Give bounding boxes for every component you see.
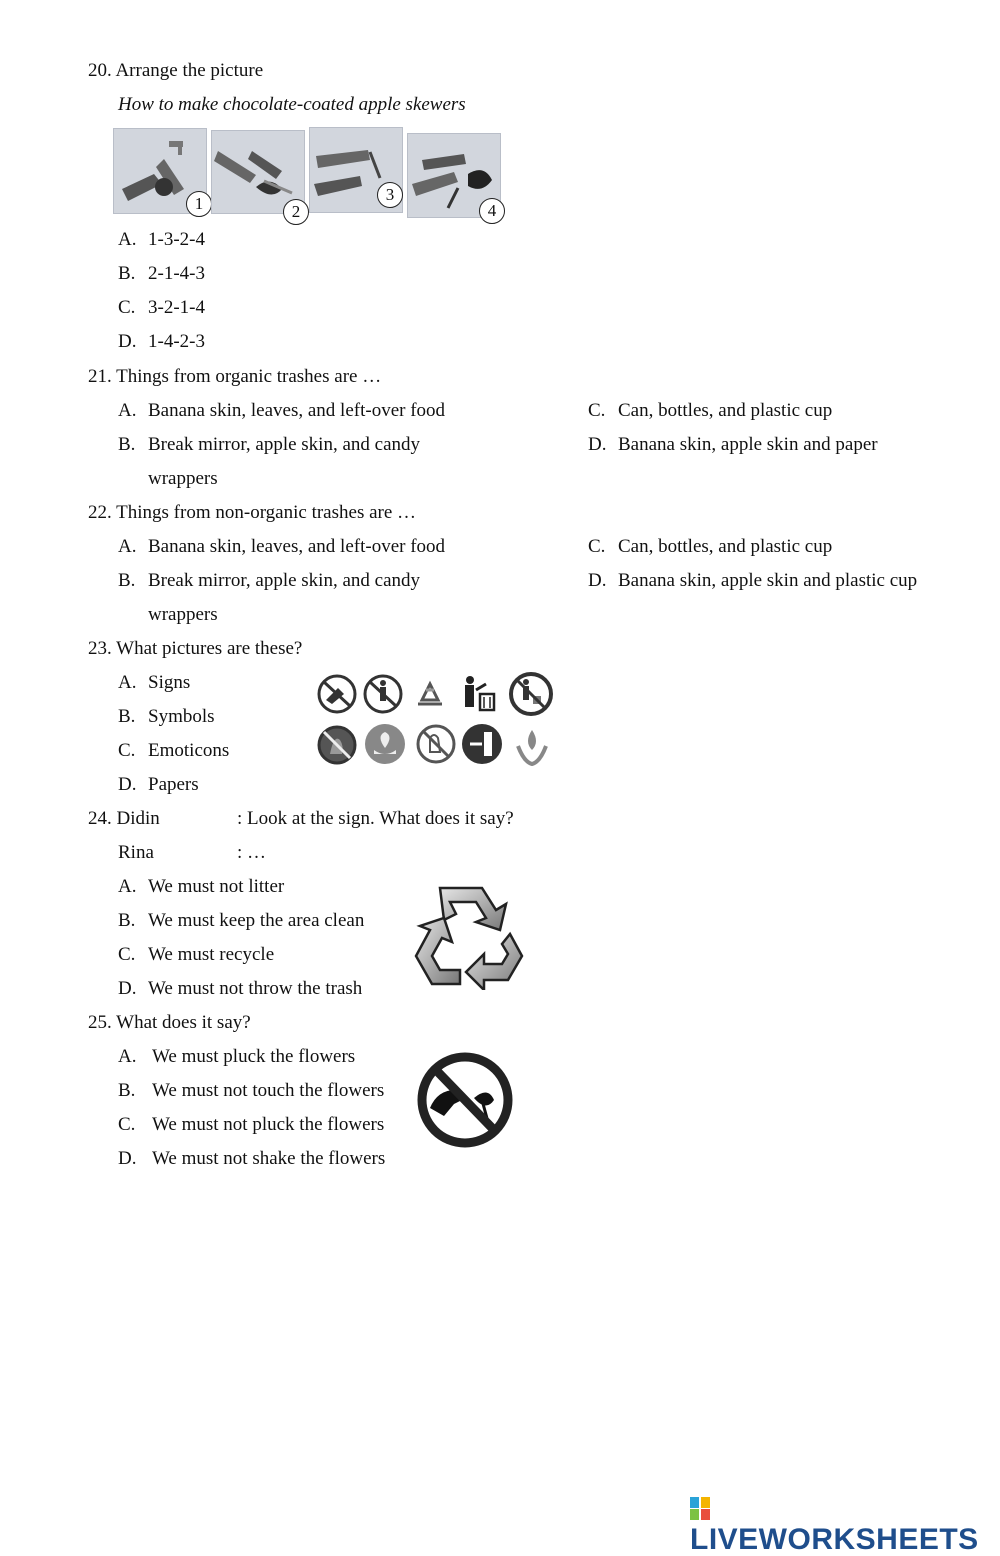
option-letter: C.	[588, 400, 606, 421]
q24-prompt: 24. Didin	[88, 808, 160, 829]
option-text: 1-4-2-3	[148, 331, 205, 352]
option-text: Banana skin, apple skin and plastic cup	[618, 570, 918, 591]
option-text: Break mirror, apple skin, and candy	[148, 434, 421, 455]
option-text: We must not litter	[148, 876, 285, 897]
q23-prompt: 23. What pictures are these?	[88, 638, 303, 659]
q24-line2: : …	[237, 842, 267, 863]
option-letter: B.	[118, 263, 136, 284]
option-text: 2-1-4-3	[148, 263, 205, 284]
option-text: 1-3-2-4	[148, 229, 205, 250]
q20-option-c[interactable]	[118, 297, 205, 319]
q22-option-a[interactable]	[118, 536, 445, 558]
q23-option-c[interactable]	[118, 740, 229, 762]
q25-option-c[interactable]	[118, 1114, 384, 1136]
no-picking-flowers-icon	[319, 676, 355, 712]
option-letter: C.	[118, 944, 136, 965]
option-letter: A.	[118, 400, 137, 421]
option-letter: A.	[118, 1046, 137, 1067]
option-text: We must not shake the flowers	[152, 1148, 386, 1169]
option-text: We must not throw the trash	[148, 978, 363, 999]
option-text: Break mirror, apple skin, and candy	[148, 570, 421, 591]
option-letter: D.	[588, 570, 607, 591]
q25-option-d[interactable]	[118, 1148, 385, 1170]
option-text: Banana skin, leaves, and left-over food	[148, 400, 446, 421]
option-text: We must pluck the flowers	[152, 1046, 356, 1067]
option-letter: B.	[118, 1080, 136, 1101]
no-fire-icon	[319, 727, 355, 763]
q20-option-d[interactable]	[118, 331, 205, 353]
option-text: Papers	[148, 774, 199, 795]
option-letter: C.	[588, 536, 606, 557]
option-letter: D.	[118, 1148, 137, 1169]
option-letter: A.	[118, 672, 137, 693]
step-number-2: 2	[283, 199, 309, 225]
option-letter: C.	[118, 297, 136, 318]
q24-option-a[interactable]	[118, 876, 284, 898]
option-letter: D.	[588, 434, 607, 455]
exit-door-icon	[462, 724, 502, 764]
step-number-4: 4	[479, 198, 505, 224]
option-letter: B.	[118, 434, 136, 455]
option-text: Signs	[148, 672, 191, 693]
q25-option-b[interactable]	[118, 1080, 384, 1102]
q20-option-b[interactable]	[118, 263, 205, 285]
option-letter: D.	[118, 978, 137, 999]
q21-prompt: 21. Things from organic trashes are …	[88, 366, 382, 387]
step-number-1: 1	[186, 191, 212, 217]
option-text: Banana skin, leaves, and left-over food	[148, 536, 446, 557]
option-text: Can, bottles, and plastic cup	[618, 400, 833, 421]
q21-option-a[interactable]	[118, 400, 445, 422]
q20-subtitle: How to make chocolate-coated apple skewers	[118, 94, 466, 115]
q25-prompt: 25. What does it say?	[88, 1012, 251, 1033]
q22-option-c[interactable]	[588, 536, 832, 558]
option-letter: A.	[118, 536, 137, 557]
q22-prompt: 22. Things from non-organic trashes are …	[88, 502, 417, 523]
option-letter: C.	[118, 1114, 136, 1135]
option-letter: D.	[118, 774, 137, 795]
q21-option-c[interactable]	[588, 400, 832, 422]
option-text: Emoticons	[148, 740, 230, 761]
option-text: We must not pluck the flowers	[152, 1114, 385, 1135]
q24-option-d[interactable]	[118, 978, 362, 1000]
q20-option-a[interactable]	[118, 229, 205, 251]
q22-option-d[interactable]	[588, 570, 917, 592]
dispose-trash-icon	[465, 676, 494, 710]
option-text: Can, bottles, and plastic cup	[618, 536, 833, 557]
q22-option-b[interactable]	[118, 570, 420, 592]
q23-option-d[interactable]	[118, 774, 199, 796]
option-letter: C.	[118, 740, 136, 761]
no-picking-flowers-sign-icon	[414, 1050, 518, 1150]
q23-option-a[interactable]	[118, 672, 190, 694]
option-text: We must keep the area clean	[148, 910, 365, 931]
q22-option-b-continuation: wrappers	[148, 604, 218, 625]
recycle-icon	[418, 684, 442, 704]
no-standing-person-icon	[365, 676, 401, 712]
q24-speaker2: Rina	[118, 842, 154, 863]
q20-prompt: 20. Arrange the picture	[88, 60, 264, 81]
no-littering-icon	[511, 674, 551, 714]
no-touching-icon	[418, 726, 454, 762]
option-letter: B.	[118, 910, 136, 931]
option-text: Banana skin, apple skin and paper	[618, 434, 878, 455]
q21-option-b-continuation: wrappers	[148, 468, 218, 489]
liveworksheets-logo	[690, 1495, 1000, 1556]
environment-signs-grid	[314, 670, 560, 770]
q24-line1: : Look at the sign. What does it say?	[237, 808, 514, 829]
q21-option-b[interactable]	[118, 434, 420, 456]
option-letter: A.	[118, 876, 137, 897]
logo-text: LIVEWORKSHEETS	[690, 1523, 979, 1556]
q21-option-d[interactable]	[588, 434, 878, 456]
q24-option-c[interactable]	[118, 944, 274, 966]
option-letter: D.	[118, 331, 137, 352]
option-letter: B.	[118, 706, 136, 727]
recycle-symbol-icon	[410, 880, 526, 990]
hand-plant-icon	[365, 724, 405, 764]
option-text: We must recycle	[148, 944, 275, 965]
option-text: Symbols	[148, 706, 215, 727]
option-text: 3-2-1-4	[148, 297, 205, 318]
q25-option-a[interactable]	[118, 1046, 355, 1068]
save-water-hands-icon	[518, 730, 546, 764]
q23-option-b[interactable]	[118, 706, 215, 728]
q24-option-b[interactable]	[118, 910, 364, 932]
step-number-3: 3	[377, 182, 403, 208]
option-letter: A.	[118, 229, 137, 250]
logo-blocks-icon	[690, 1495, 712, 1521]
option-text: We must not touch the flowers	[152, 1080, 385, 1101]
option-letter: B.	[118, 570, 136, 591]
